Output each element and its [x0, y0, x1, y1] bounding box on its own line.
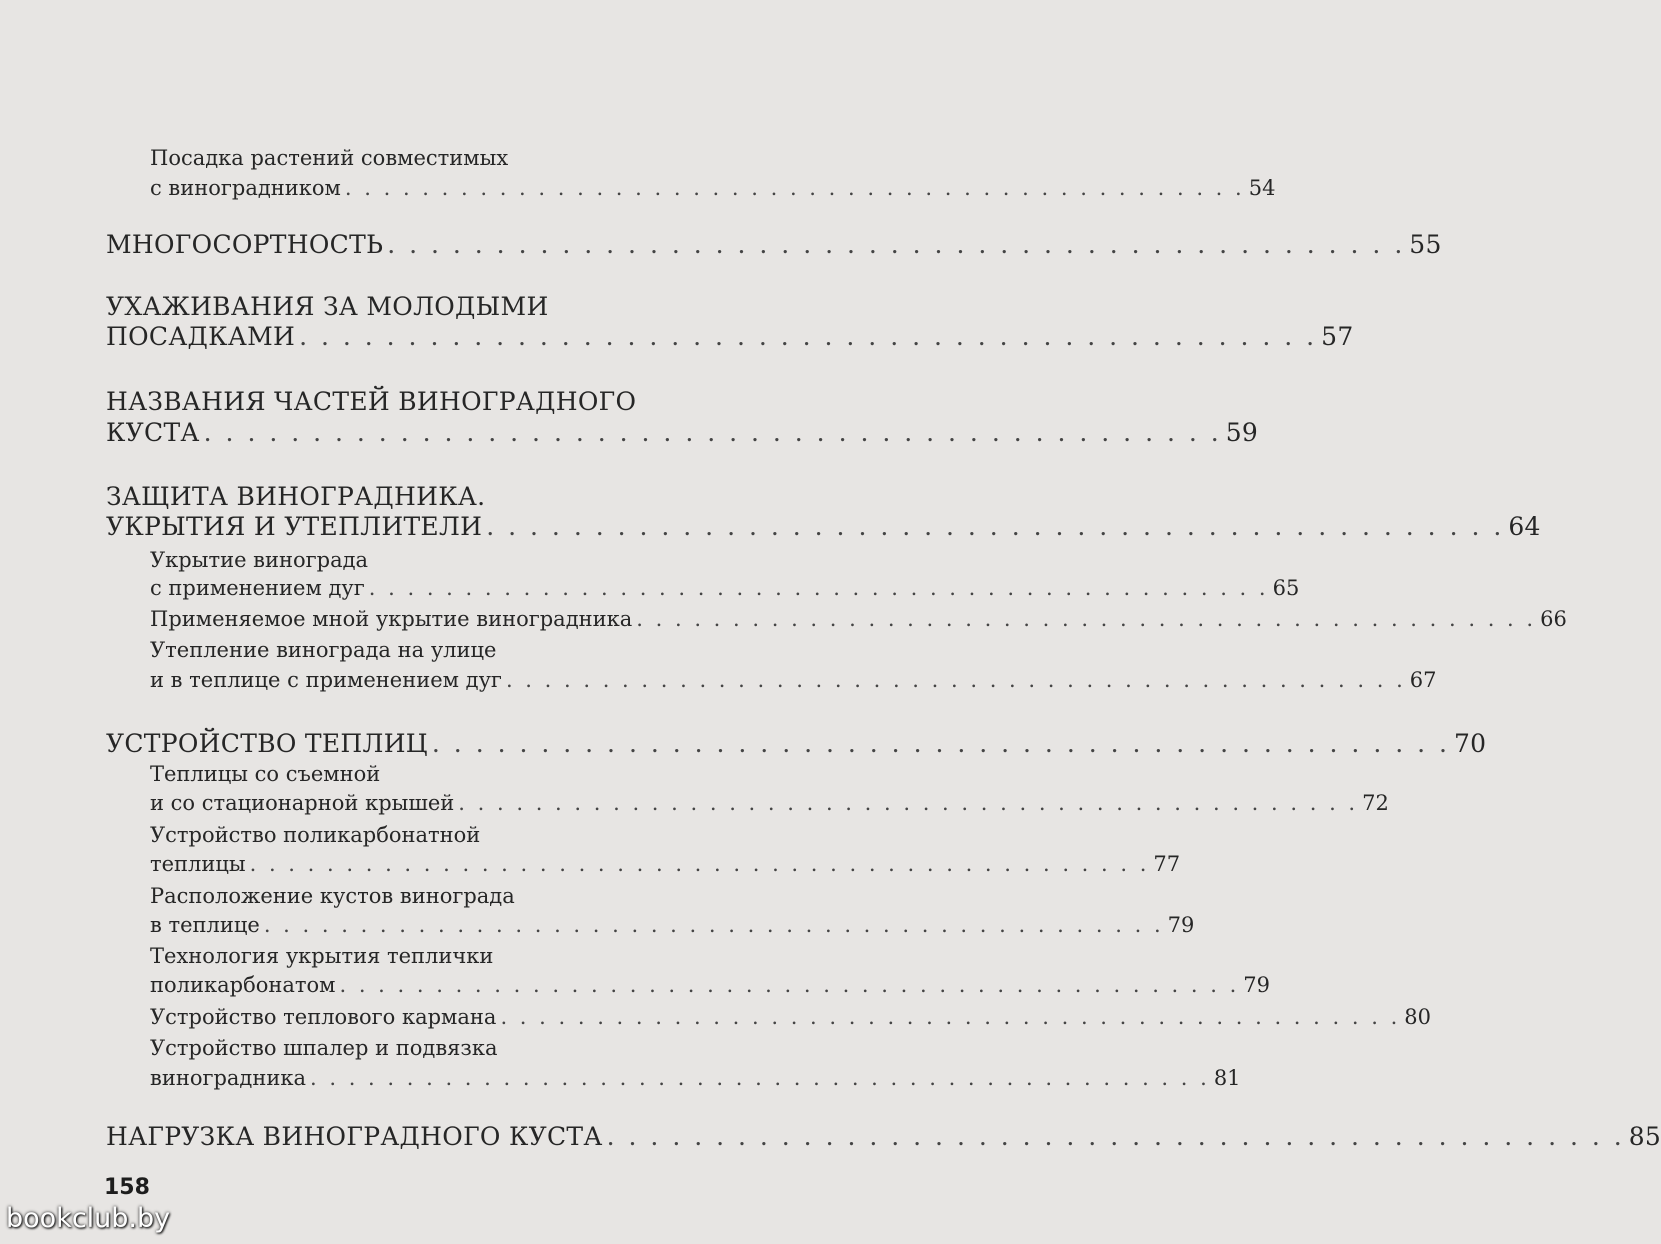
toc-entry-title-line: теплицы: [150, 852, 246, 876]
dot-leader: . . . . . . . . . . . . . . . . . . . . . . . . . . . . . . . . . . . . . . . . . . . . . . .: [606, 1122, 1625, 1151]
toc-entry-page: 80: [1404, 1005, 1431, 1029]
toc-entry-title-line: виноградника: [150, 1066, 306, 1090]
toc-entry-title-line: и со стационарной крышей: [150, 791, 455, 815]
toc-entry-title-line: КУСТА: [106, 418, 200, 447]
dot-leader: . . . . . . . . . . . . . . . . . . . . . . . . . . . . . . . . . . . . . . . . . . . . . . .: [299, 322, 1318, 351]
toc-entry-title-line: Устройство теплового кармана: [150, 1005, 497, 1029]
dot-leader: . . . . . . . . . . . . . . . . . . . . . . . . . . . . . . . . . . . . . . . . . . . . . . .: [263, 913, 1164, 937]
toc-entry-page: 57: [1321, 322, 1354, 351]
toc-entry-page: 59: [1225, 418, 1259, 447]
dot-leader: . . . . . . . . . . . . . . . . . . . . . . . . . . . . . . . . . . . . . . . . . . . . . . .: [249, 852, 1150, 876]
toc-entry-page: 79: [1243, 973, 1271, 997]
toc-entry-page: 67: [1409, 668, 1437, 692]
toc-entry-page: 66: [1540, 607, 1567, 631]
toc-entry-title-line: ЗАЩИТА ВИНОГРАДНИКА.: [106, 482, 486, 511]
toc-entry-title-line: Технология укрытия теплички: [150, 944, 494, 968]
toc-entry-title-line: НАЗВАНИЯ ЧАСТЕЙ ВИНОГРАДНОГО: [106, 387, 637, 416]
dot-leader: . . . . . . . . . . . . . . . . . . . . . . . . . . . . . . . . . . . . . . . . . . . . . . .: [368, 576, 1269, 600]
toc-entry-title-line: и в теплице с применением дуг: [150, 668, 502, 692]
toc-entry-title-line: Теплицы со съемной: [150, 762, 381, 786]
toc-entry-title-line: УСТРОЙСТВО ТЕПЛИЦ: [106, 729, 428, 758]
dot-leader: . . . . . . . . . . . . . . . . . . . . . . . . . . . . . . . . . . . . . . . . . . . . . . .: [486, 512, 1505, 541]
toc-entry-title-line: Утепление винограда на улице: [150, 638, 497, 662]
toc-entry-title-line: Применяемое мной укрытие виноградника: [150, 607, 633, 631]
page-number: 158: [104, 1175, 150, 1200]
toc-entry-page: 54: [1248, 176, 1276, 200]
toc-entry-title-line: с виноградником: [150, 176, 341, 200]
toc-entry-title-line: Посадка растений совместимых: [150, 146, 509, 170]
toc-entry-title-line: Устройство поликарбонатной: [150, 823, 481, 847]
toc-entry-title-line: ПОСАДКАМИ: [106, 322, 296, 351]
dot-leader: . . . . . . . . . . . . . . . . . . . . . . . . . . . . . . . . . . . . . . . . . . . . . . .: [505, 668, 1406, 692]
toc-entry-title-line: в теплице: [150, 913, 260, 937]
dot-leader: . . . . . . . . . . . . . . . . . . . . . . . . . . . . . . . . . . . . . . . . . . . . . . .: [431, 729, 1450, 758]
dot-leader: . . . . . . . . . . . . . . . . . . . . . . . . . . . . . . . . . . . . . . . . . . . . . . .: [500, 1005, 1401, 1029]
toc-entry-title-line: с применением дуг: [150, 576, 365, 600]
toc-entry-title-line: Расположение кустов винограда: [150, 884, 515, 908]
dot-leader: . . . . . . . . . . . . . . . . . . . . . . . . . . . . . . . . . . . . . . . . . . . . . . .: [339, 973, 1240, 997]
toc-entry-title-line: УКРЫТИЯ И УТЕПЛИТЕЛИ: [106, 512, 483, 541]
toc-entry-page: 72: [1362, 791, 1389, 815]
dot-leader: . . . . . . . . . . . . . . . . . . . . . . . . . . . . . . . . . . . . . . . . . . . . . . .: [387, 230, 1406, 259]
toc-entry-title-line: НАГРУЗКА ВИНОГРАДНОГО КУСТА: [106, 1122, 603, 1151]
toc-entry-page: 64: [1508, 512, 1541, 541]
dot-leader: . . . . . . . . . . . . . . . . . . . . . . . . . . . . . . . . . . . . . . . . . . . . . . .: [310, 1066, 1210, 1090]
toc-entry-page: 79: [1167, 913, 1195, 937]
dot-leader: . . . . . . . . . . . . . . . . . . . . . . . . . . . . . . . . . . . . . . . . . . . . . . .: [203, 418, 1222, 447]
watermark: bookclub.by: [6, 1203, 171, 1234]
toc-entry-page: 65: [1272, 576, 1300, 600]
dot-leader: . . . . . . . . . . . . . . . . . . . . . . . . . . . . . . . . . . . . . . . . . . . . . . .: [636, 607, 1537, 631]
toc-entry-title-line: УХАЖИВАНИЯ ЗА МОЛОДЫМИ: [106, 292, 549, 321]
dot-leader: . . . . . . . . . . . . . . . . . . . . . . . . . . . . . . . . . . . . . . . . . . . . . . .: [344, 176, 1245, 200]
toc-entry-page: 55: [1409, 230, 1442, 259]
toc-entry-page: 77: [1153, 852, 1181, 876]
toc-entry-title-line: МНОГОСОРТНОСТЬ: [106, 230, 384, 259]
toc-entry-title-line: Устройство шпалер и подвязка: [150, 1036, 498, 1060]
toc-entry-title-line: Укрытие винограда: [150, 548, 369, 572]
toc-entry-page: 81: [1213, 1066, 1241, 1090]
toc-entry-page: 70: [1453, 729, 1487, 758]
toc-entry-page: 85: [1628, 1122, 1661, 1151]
dot-leader: . . . . . . . . . . . . . . . . . . . . . . . . . . . . . . . . . . . . . . . . . . . . . . .: [458, 791, 1359, 815]
toc-entry-title-line: поликарбонатом: [150, 973, 336, 997]
